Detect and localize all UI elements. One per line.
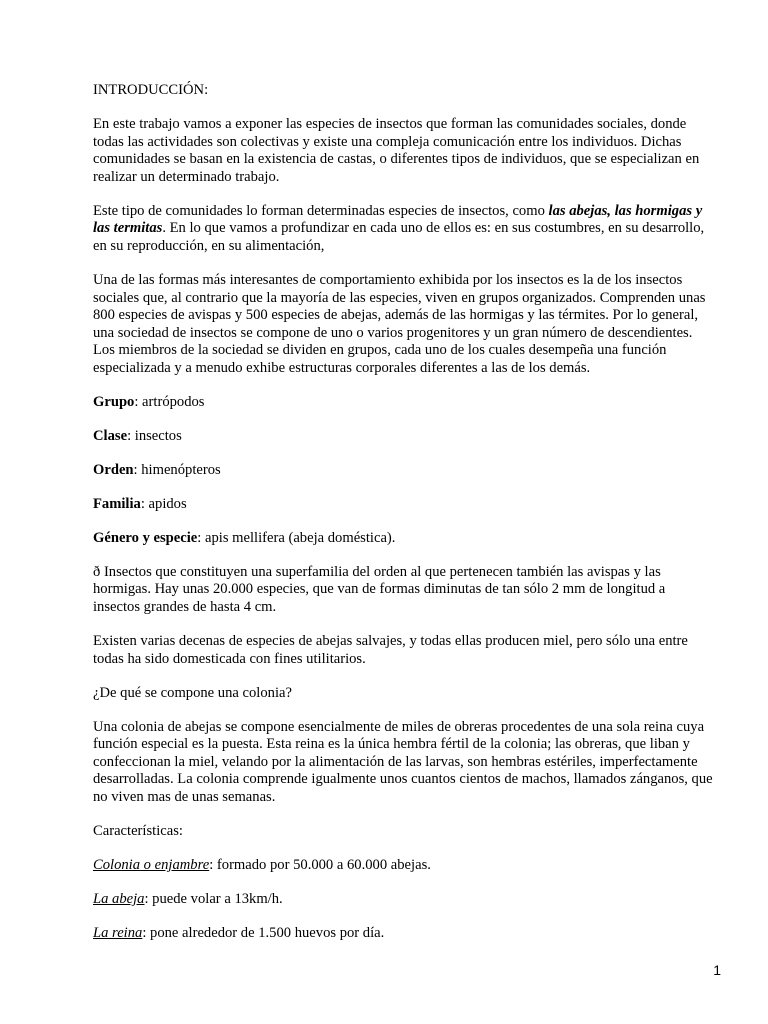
taxonomy-value: : apidos — [140, 495, 187, 512]
characteristic-text: : formado por 50.000 a 60.000 abejas. — [209, 856, 431, 873]
document-page — [93, 82, 715, 959]
characteristic-colonia — [93, 857, 715, 875]
taxonomy-label: Grupo — [93, 393, 135, 410]
characteristic-term: La abeja — [93, 890, 145, 907]
section-heading: INTRODUCCIÓN: — [93, 82, 209, 98]
taxonomy-label: Clase — [93, 427, 128, 444]
taxonomy-familia — [93, 496, 715, 514]
colony-question: ¿De qué se compone una colonia? — [93, 684, 292, 701]
characteristic-abeja — [93, 891, 715, 909]
taxonomy-label: Familia — [93, 495, 141, 512]
taxonomy-genero — [93, 530, 715, 548]
communities-paragraph — [93, 203, 715, 256]
social-insects-paragraph: Una de las formas más interesantes de comportamiento exhibida por los insectos es la de los insectos sociales que, al contrario que la mayoría de las especies, viven en grupos organizados. Comprenden unas 800 especies de avispas y 500 especies de abejas, además de las hormigas y las térmites. Por lo general, una sociedad de insectos se compone de uno o varios progenitores y un gran número de descendientes. Los miembros de la sociedad se dividen en grupos, cada uno de los cuales desempeña una función especializada y a menudo exhibe estructuras corporales diferentes a las de los demás. — [93, 271, 706, 376]
characteristic-reina — [93, 925, 715, 943]
taxonomy-value: : insectos — [127, 427, 182, 444]
characteristic-term: Colonia o enjambre — [93, 856, 210, 873]
characteristic-term: La reina — [93, 924, 143, 941]
taxonomy-label: Género y especie — [93, 529, 198, 546]
wild-bees-paragraph: Existen varias decenas de especies de abejas salvajes, y todas ellas producen miel, pero sólo una entre todas ha sido domesticada con fines utilitarios. — [93, 632, 688, 667]
colony-paragraph: Una colonia de abejas se compone esencialmente de miles de obreras procedentes de una sola reina cuya función especial es la puesta. Esta reina es la única hembra fértil de la colonia; las obreras, que liban y confeccionan la miel, velando por la alimentación de las larvas, son hembras estériles, imperfectamente desarrolladas. La colonia comprende igualmente unos cuantos cientos de machos, llamados zánganos, que no viven mas de unas semanas. — [93, 718, 713, 805]
taxonomy-value: : artrópodos — [134, 393, 205, 410]
superfamily-paragraph: ð Insectos que constituyen una superfamilia del orden al que pertenecen también las avispas y las hormigas. Hay unas 20.000 especies, que van de formas diminutas de tan sólo 2 mm de longitud a insectos grandes de hasta 4 cm. — [93, 563, 666, 615]
taxonomy-grupo — [93, 394, 715, 412]
communities-text-before: Este tipo de comunidades lo forman determinadas especies de insectos, como — [93, 202, 549, 219]
intro-paragraph: En este trabajo vamos a exponer las especies de insectos que forman las comunidades sociales, donde todas las actividades son colectivas y existe una compleja comunicación entre los individuos. Dichas comunidades se basan en la existencia de castas, o diferentes tipos de individuos, que se especializan en realizar un determinado trabajo. — [93, 115, 700, 185]
characteristics-heading: Características: — [93, 822, 183, 839]
communities-text-after: . En lo que vamos a profundizar en cada uno de ellos es: en sus costumbres, en su desarrollo, en su reproducción, en su alimentación, — [93, 220, 705, 254]
taxonomy-value: : apis mellifera (abeja doméstica). — [197, 529, 396, 546]
characteristic-text: : pone alrededor de 1.500 huevos por día. — [142, 924, 385, 941]
taxonomy-value: : himenópteros — [133, 461, 221, 478]
taxonomy-label: Orden — [93, 461, 134, 478]
characteristic-text: : puede volar a 13km/h. — [144, 890, 283, 907]
taxonomy-orden — [93, 462, 715, 480]
page-number: 1 — [713, 962, 721, 978]
highlighted-insects: las abejas, las hormigas y las termitas — [93, 202, 703, 237]
taxonomy-clase — [93, 428, 715, 446]
